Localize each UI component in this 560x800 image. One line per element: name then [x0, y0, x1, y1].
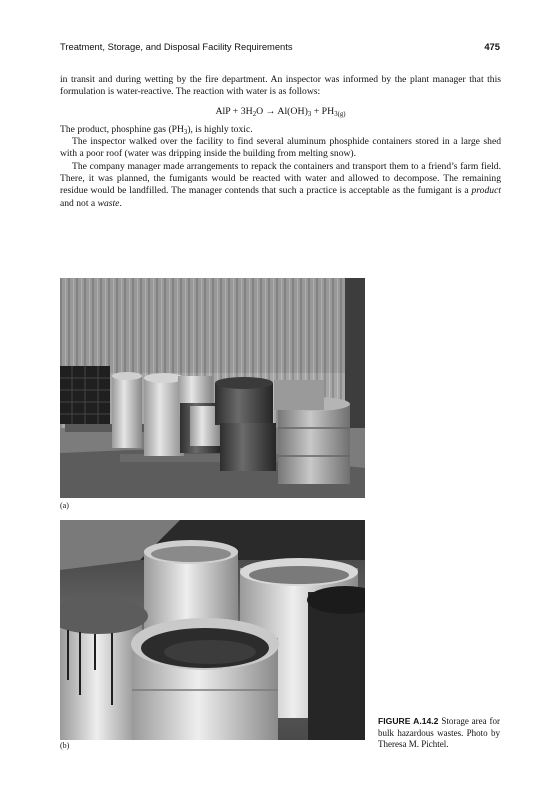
eq-sub: 2 [252, 110, 257, 118]
caption-text: Storage area for bulk hazardous wastes. Photo by Theresa M. Pichtel. [378, 716, 501, 750]
eq-part: + PH [311, 105, 335, 117]
text-run: . [119, 197, 122, 209]
photo-a-drums-by-wall [60, 278, 365, 498]
text-run: The product, phosphine gas (PH [60, 123, 184, 135]
body-text [60, 74, 501, 210]
figure-id: FIGURE A.14.2 [378, 716, 439, 726]
photo-a-label: (a) [60, 501, 69, 510]
photo-b-open-drums [60, 520, 365, 740]
running-header [60, 41, 500, 55]
italic-run: product [471, 185, 501, 197]
eq-sub: 3(g) [334, 110, 346, 118]
running-title: Treatment, Storage, and Disposal Facility Requirements [60, 41, 293, 52]
eq-sub: 3 [307, 110, 312, 118]
eq-part: AlP + 3H [215, 105, 253, 117]
text-run: The company manager made arrangements to repack the containers and transport them to a friend’s farm field. There, it was planned, the fumigants would be reacted with water and allowed to decompose. The remaining residue would be landfilled. The manager contends that such a practice is acceptable as the fumigant is a [60, 160, 501, 197]
page-number: 475 [484, 41, 500, 52]
text-run: and not a [60, 197, 98, 209]
eq-part: O → Al(OH) [256, 105, 308, 117]
paragraph-3: The inspector walked over the facility to find several aluminum phosphide containers stored in a large shed with a poor roof (water was dripping inside the building from melting snow). [60, 136, 501, 160]
paragraph-2 [60, 124, 501, 136]
paragraph-4 [60, 161, 501, 210]
italic-run: waste [97, 197, 120, 209]
chemical-equation [60, 106, 501, 118]
paragraph-1: in transit and during wetting by the fire department. An inspector was informed by the plant manager that this formulation is water-reactive. The reaction with water is as follows: [60, 74, 501, 98]
figure-caption [378, 716, 500, 751]
text-sub: 3 [183, 128, 188, 136]
photo-b-label: (b) [60, 741, 70, 750]
text-run: ), is highly toxic. [187, 123, 253, 135]
